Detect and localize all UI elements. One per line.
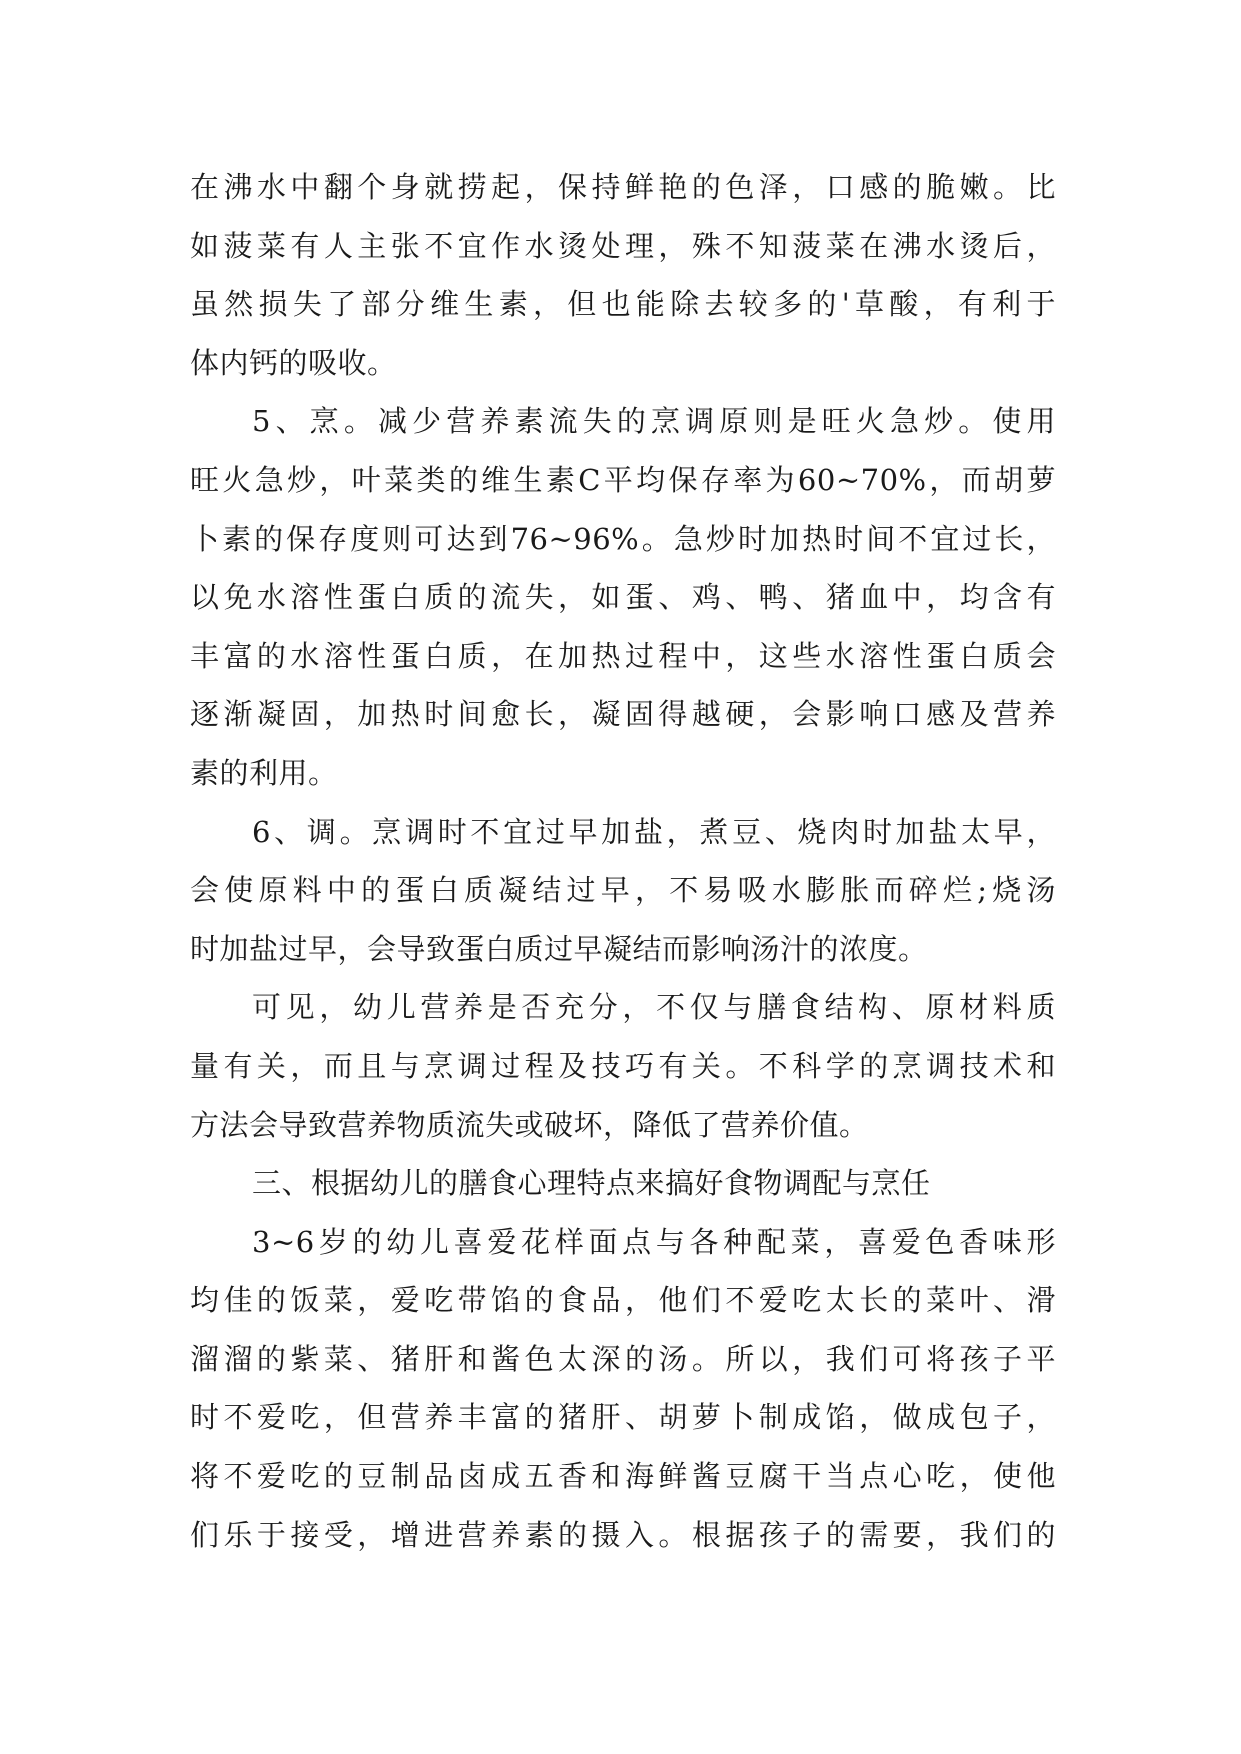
text-line: 以免水溶性蛋白质的流失，如蛋、鸡、鸭、猪血中，均含有 xyxy=(190,580,1056,615)
text-line: 卜素的保存度则可达到76~96%。急炒时加热时间不宜过长， xyxy=(190,521,1056,556)
text-line: 旺火急炒，叶菜类的维生素C平均保存率为60~70%，而胡萝 xyxy=(190,462,1056,497)
text-line: 时不爱吃，但营养丰富的猪肝、胡萝卜制成馅，做成包子， xyxy=(190,1400,1056,1435)
text-line: 会使原料中的蛋白质凝结过早，不易吸水膨胀而碎烂;烧汤 xyxy=(190,873,1056,908)
body-text xyxy=(190,158,1056,1564)
text-line: 丰富的水溶性蛋白质，在加热过程中，这些水溶性蛋白质会 xyxy=(190,638,1056,673)
text-line: 可见，幼儿营养是否充分，不仅与膳食结构、原材料质 xyxy=(252,990,1056,1025)
text-line: 时加盐过早，会导致蛋白质过早凝结而影响汤汁的浓度。 xyxy=(190,931,928,966)
text-line: 在沸水中翻个身就捞起，保持鲜艳的色泽，口感的脆嫩。比 xyxy=(190,170,1056,204)
text-line: 5、烹。减少营养素流失的烹调原则是旺火急炒。使用 xyxy=(252,404,1056,439)
text-line: 虽然损失了部分维生素，但也能除去较多的'草酸，有利于 xyxy=(190,287,1056,322)
text-line: 均佳的饭菜，爱吃带馅的食品，他们不爱吃太长的菜叶、滑 xyxy=(190,1283,1056,1318)
text-line: 逐渐凝固，加热时间愈长，凝固得越硬，会影响口感及营养 xyxy=(190,697,1056,732)
text-line: 如菠菜有人主张不宜作水烫处理，殊不知菠菜在沸水烫后， xyxy=(190,228,1056,263)
text-line: 素的利用。 xyxy=(190,755,338,790)
text-line: 将不爱吃的豆制品卤成五香和海鲜酱豆腐干当点心吃，使他 xyxy=(190,1459,1056,1494)
text-line: 方法会导致营养物质流失或破坏，降低了营养价值。 xyxy=(190,1107,869,1142)
text-line: 6、调。烹调时不宜过早加盐，煮豆、烧肉时加盐太早， xyxy=(252,814,1056,849)
text-line: 溜溜的紫菜、猪肝和酱色太深的汤。所以，我们可将孩子平 xyxy=(190,1341,1056,1376)
text-line: 们乐于接受，增进营养素的摄入。根据孩子的需要，我们的 xyxy=(190,1517,1056,1552)
section-heading: 三、根据幼儿的膳食心理特点来搞好食物调配与烹任 xyxy=(252,1166,931,1201)
text-line: 3~6岁的幼儿喜爱花样面点与各种配菜，喜爱色香味形 xyxy=(252,1224,1056,1259)
text-line: 体内钙的吸收。 xyxy=(190,345,397,380)
text-line: 量有关，而且与烹调过程及技巧有关。不科学的烹调技术和 xyxy=(190,1048,1056,1083)
